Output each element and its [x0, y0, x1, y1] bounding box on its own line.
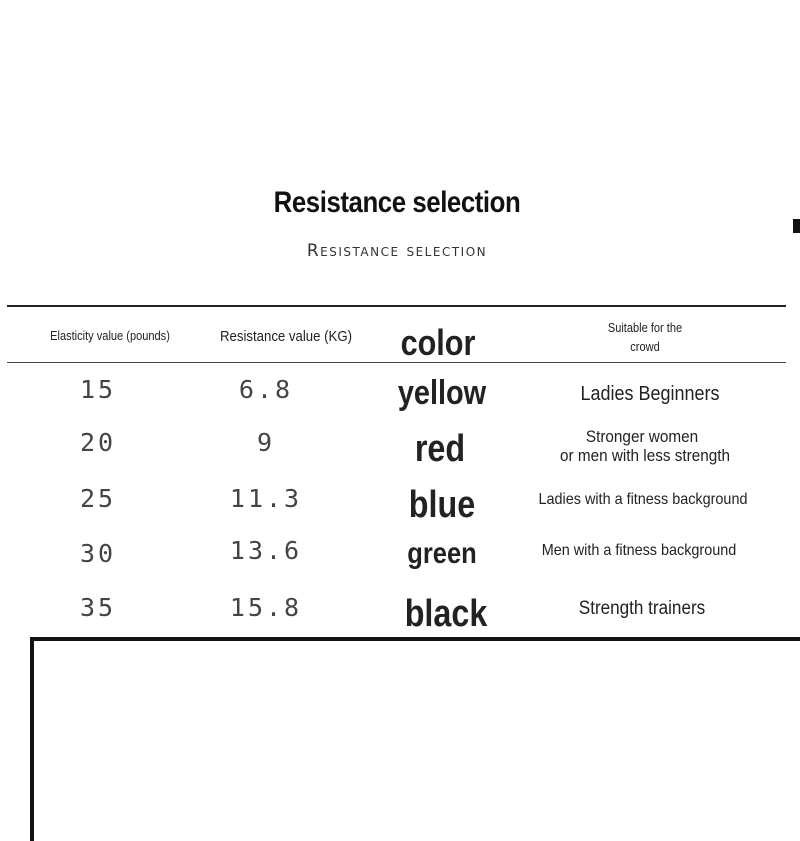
image-frame-border: [30, 637, 800, 841]
table-cell-pounds: 15: [79, 375, 117, 404]
table-cell-color: black: [404, 593, 488, 635]
table-cell-color: yellow: [397, 374, 487, 412]
table-cell-color: blue: [408, 484, 476, 526]
header-suitable-line1: Suitable for the: [607, 320, 683, 335]
table-cell-suitable: Strength trainers: [578, 598, 706, 619]
table-cell-color: red: [414, 428, 466, 470]
page-title: Resistance selection: [273, 186, 521, 219]
table-cell-kg: 9: [256, 428, 276, 457]
table-cell-suitable: Ladies Beginners: [580, 383, 720, 405]
page-subtitle: Resistance selection: [306, 241, 488, 261]
header-elasticity: Elasticity value (pounds): [50, 328, 170, 343]
table-cell-kg: 11.3: [229, 484, 303, 513]
table-cell-kg: 6.8: [238, 375, 294, 404]
table-cell-suitable-line2: or men with less strength: [559, 446, 731, 465]
header-suitable-line2: crowd: [630, 339, 660, 354]
table-cell-pounds: 25: [79, 484, 117, 513]
table-cell-pounds: 20: [79, 428, 117, 457]
table-cell-color: green: [407, 537, 477, 570]
edge-marker: [793, 219, 800, 233]
table-cell-kg: 15.8: [229, 593, 303, 622]
table-cell-kg: 13.6: [229, 536, 303, 565]
header-resistance: Resistance value (KG): [219, 328, 353, 345]
table-cell-suitable-line1: Stronger women: [585, 427, 699, 446]
table-top-rule: [7, 305, 786, 307]
table-cell-pounds: 30: [79, 539, 117, 568]
header-color: color: [400, 322, 476, 363]
table-cell-pounds: 35: [79, 593, 117, 622]
table-cell-suitable: Ladies with a fitness background: [538, 491, 748, 508]
table-cell-suitable: Men with a fitness background: [541, 542, 737, 559]
